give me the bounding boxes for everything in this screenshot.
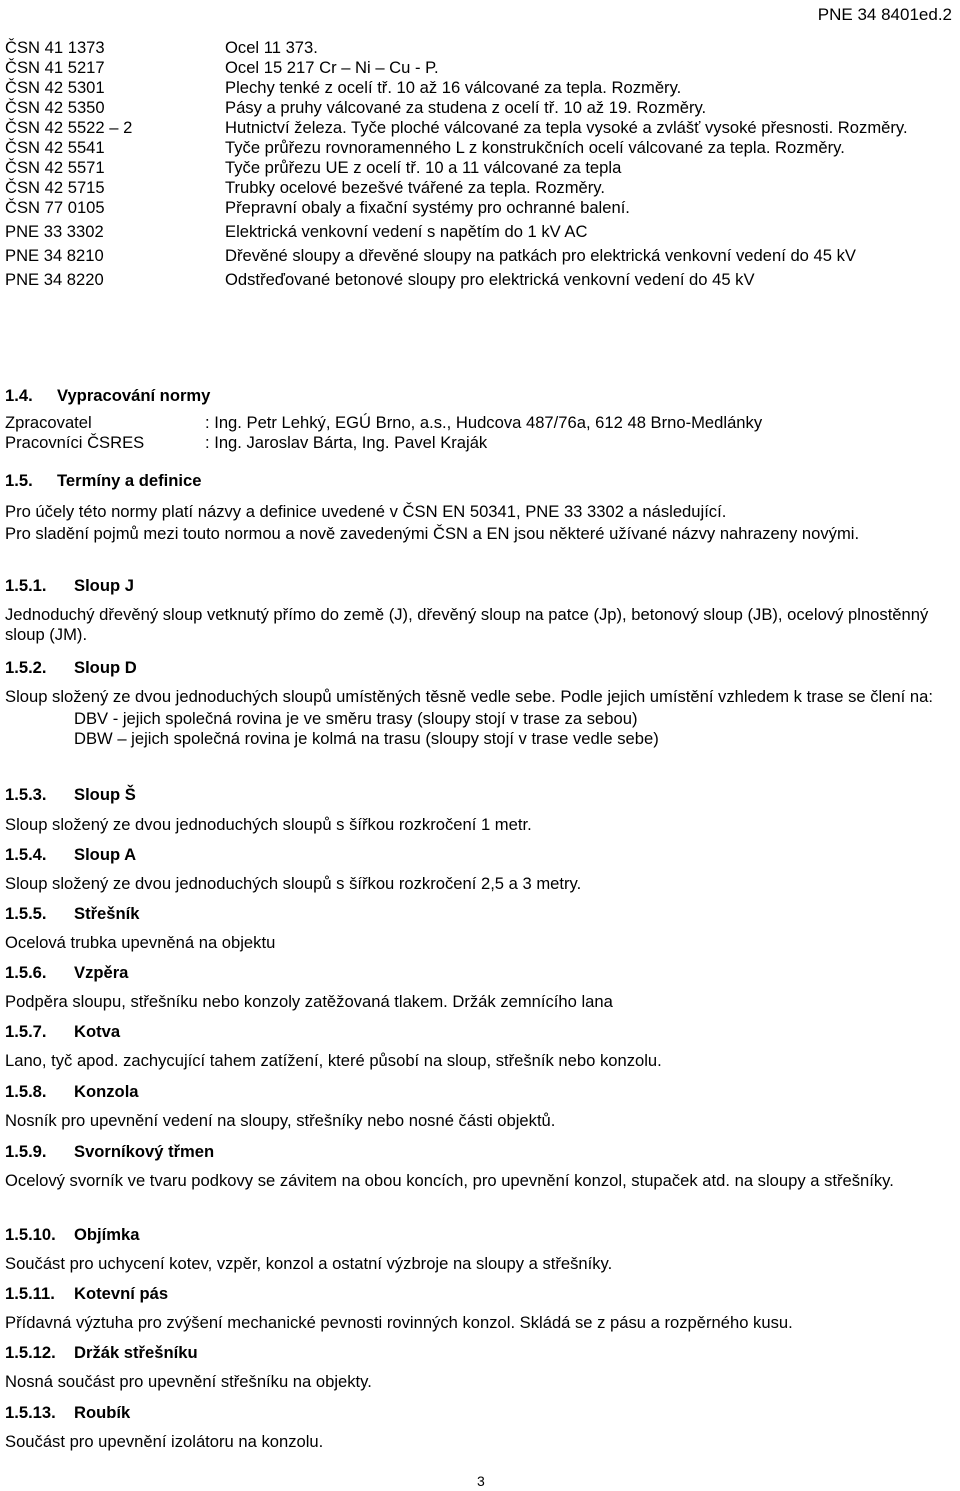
reference-description: Tyče průřezu UE z ocelí tř. 10 a 11 válcované za tepla — [225, 158, 622, 177]
section-heading — [5, 386, 955, 406]
reference-code: ČSN 42 5350 — [5, 98, 105, 117]
definition-text: Sloup složený ze dvou jednoduchých sloupů s šířkou rozkročení 1 metr. — [5, 815, 532, 834]
definition-1-5-9 — [5, 1142, 955, 1191]
meta-key: Zpracovatel — [5, 413, 92, 432]
reference-code: ČSN 42 5715 — [5, 178, 105, 197]
definition-text: Součást pro upevnění izolátoru na konzolu. — [5, 1432, 324, 1451]
reference-code: ČSN 42 5301 — [5, 78, 105, 97]
reference-row — [5, 38, 955, 58]
definition-1-5-3 — [5, 785, 955, 835]
section-1-4 — [5, 386, 955, 453]
definition-text: Podpěra sloupu, střešníku nebo konzoly zatěžovaná tlakem. Držák zemnícího lana — [5, 992, 613, 1011]
reference-code: ČSN 42 5541 — [5, 138, 105, 157]
reference-row — [5, 178, 955, 198]
definition-text: Ocelový svorník ve tvaru podkovy se závitem na obou koncích, pro upevnění konzol, stupaček atd. na sloupy a střešníky. — [5, 1171, 894, 1190]
definition-heading — [5, 658, 955, 678]
definition-title: Sloup A — [74, 845, 137, 864]
reference-code: ČSN 42 5571 — [5, 158, 105, 177]
meta-value: : Ing. Jaroslav Bárta, Ing. Pavel Kraják — [205, 433, 488, 452]
reference-description: Elektrická venkovní vedení s napětím do 1 kV AC — [225, 222, 588, 241]
definition-number: 1.5.12. — [5, 1343, 56, 1362]
definition-heading — [5, 1403, 955, 1423]
reference-description: Přepravní obaly a fixační systémy pro ochranné balení. — [225, 198, 630, 217]
definition-title: Vzpěra — [74, 963, 129, 982]
reference-list — [5, 38, 955, 290]
definition-number: 1.5.11. — [5, 1284, 55, 1303]
reference-row — [5, 270, 955, 290]
definition-1-5-11 — [5, 1284, 955, 1333]
section-title: Termíny a definice — [57, 471, 202, 490]
section-number: 1.5. — [5, 471, 33, 490]
definition-number: 1.5.10. — [5, 1225, 56, 1244]
definition-number: 1.5.1. — [5, 576, 47, 595]
reference-code: ČSN 41 1373 — [5, 38, 105, 57]
reference-row — [5, 138, 955, 158]
section-heading — [5, 471, 955, 491]
meta-key: Pracovníci ČSRES — [5, 433, 145, 452]
definition-number: 1.5.2. — [5, 658, 47, 677]
reference-row — [5, 98, 955, 118]
list-item: DBV - jejich společná rovina je ve směru trasy (sloupy stojí v trase za sebou) — [74, 709, 638, 728]
definition-1-5-6 — [5, 963, 955, 1012]
definition-heading — [5, 1022, 955, 1042]
paragraph: Pro sladění pojmů mezi touto normou a nově zavedenými ČSN a EN jsou některé užívané názvy nahrazeny novými. — [5, 524, 860, 543]
list-item: DBW – jejich společná rovina je kolmá na trasu (sloupy stojí v trase vedle sebe) — [74, 729, 659, 748]
definition-number: 1.5.8. — [5, 1082, 47, 1101]
definition-text: Jednoduchý dřevěný sloup vetknutý přímo do země (J), dřevěný sloup na patce (Jp), betonový sloup (JB), ocelový plnostěnný sloup (JM). — [5, 605, 929, 644]
definition-number: 1.5.9. — [5, 1142, 47, 1161]
definition-text: Přídavná výztuha pro zvýšení mechanické pevnosti rovinných konzol. Skládá se z pásu a rozpěrného kusu. — [5, 1313, 793, 1332]
definition-1-5-1 — [5, 576, 955, 645]
reference-code: PNE 34 8220 — [5, 270, 104, 289]
reference-row — [5, 118, 955, 138]
definition-title: Svorníkový třmen — [74, 1142, 215, 1161]
reference-description: Hutnictví železa. Tyče ploché válcované za tepla vysoké a zvlášť vysoké přesnosti. Rozměry. — [225, 118, 908, 137]
definition-text: Nosná součást pro upevnění střešníku na objekty. — [5, 1372, 372, 1391]
reference-description: Dřevěné sloupy a dřevěné sloupy na patkách pro elektrická venkovní vedení do 45 kV — [225, 246, 856, 265]
definition-1-5-2 — [5, 658, 955, 749]
reference-code: ČSN 77 0105 — [5, 198, 105, 217]
reference-row — [5, 222, 955, 242]
definition-title: Objímka — [74, 1225, 140, 1244]
meta-row-processor — [5, 413, 955, 433]
definition-title: Sloup Š — [74, 785, 136, 804]
paragraph: Pro účely této normy platí názvy a definice uvedené v ČSN EN 50341, PNE 33 3302 a následující. — [5, 502, 727, 521]
page-number: 3 — [477, 1473, 485, 1489]
definition-1-5-12 — [5, 1343, 955, 1392]
reference-row — [5, 58, 955, 78]
definition-text: Lano, tyč apod. zachycující tahem zatížení, které působí na sloup, střešník nebo konzolu. — [5, 1051, 662, 1070]
reference-code: ČSN 42 5522 – 2 — [5, 118, 133, 137]
reference-description: Trubky ocelové bezešvé tvářené za tepla. Rozměry. — [225, 178, 605, 197]
definition-number: 1.5.5. — [5, 904, 47, 923]
definition-title: Konzola — [74, 1082, 139, 1101]
definition-number: 1.5.13. — [5, 1403, 56, 1422]
definition-title: Držák střešníku — [74, 1343, 198, 1362]
definition-number: 1.5.3. — [5, 785, 47, 804]
definition-heading — [5, 1225, 955, 1245]
definition-text: Sloup složený ze dvou jednoduchých sloupů s šířkou rozkročení 2,5 a 3 metry. — [5, 874, 582, 893]
definition-heading — [5, 904, 955, 924]
reference-row — [5, 158, 955, 178]
reference-code: PNE 33 3302 — [5, 222, 104, 241]
definition-heading — [5, 1142, 955, 1162]
definition-1-5-10 — [5, 1225, 955, 1274]
reference-description: Ocel 15 217 Cr – Ni – Cu - P. — [225, 58, 439, 77]
section-number: 1.4. — [5, 386, 33, 405]
definition-title: Sloup J — [74, 576, 134, 595]
definition-heading — [5, 785, 955, 805]
definition-heading — [5, 845, 955, 865]
reference-row — [5, 198, 955, 218]
definition-1-5-8 — [5, 1082, 955, 1131]
definition-text: Nosník pro upevnění vedení na sloupy, střešníky nebo nosné části objektů. — [5, 1111, 556, 1130]
reference-description: Ocel 11 373. — [225, 38, 318, 57]
definition-text: Ocelová trubka upevněná na objektu — [5, 933, 276, 952]
definition-1-5-7 — [5, 1022, 955, 1071]
definition-1-5-4 — [5, 845, 955, 894]
reference-row — [5, 78, 955, 98]
reference-description: Odstřeďované betonové sloupy pro elektrická venkovní vedení do 45 kV — [225, 270, 755, 289]
definition-title: Roubík — [74, 1403, 131, 1422]
reference-code: PNE 34 8210 — [5, 246, 104, 265]
definition-1-5-5 — [5, 904, 955, 953]
definition-heading — [5, 963, 955, 983]
definition-title: Kotva — [74, 1022, 121, 1041]
document-id: PNE 34 8401ed.2 — [817, 5, 952, 24]
reference-row — [5, 246, 955, 266]
meta-row-workers — [5, 433, 955, 453]
definition-number: 1.5.6. — [5, 963, 47, 982]
meta-value: : Ing. Petr Lehký, EGÚ Brno, a.s., Hudcova 487/76a, 612 48 Brno-Medlánky — [205, 413, 763, 432]
definition-text: Sloup složený ze dvou jednoduchých sloupů umístěných těsně vedle sebe. Podle jejich umístění vzhledem k trase se člení na: — [5, 687, 933, 706]
definition-heading — [5, 1082, 955, 1102]
reference-description: Pásy a pruhy válcované za studena z ocelí tř. 10 až 19. Rozměry. — [225, 98, 707, 117]
section-title: Vypracování normy — [57, 386, 211, 405]
definition-heading — [5, 1343, 955, 1363]
definition-title: Sloup D — [74, 658, 137, 677]
definition-title: Střešník — [74, 904, 140, 923]
definition-heading — [5, 1284, 955, 1304]
definition-heading — [5, 576, 955, 596]
definition-1-5-13 — [5, 1403, 955, 1452]
definition-text: Součást pro uchycení kotev, vzpěr, konzol a ostatní výzbroje na sloupy a střešníky. — [5, 1254, 613, 1273]
reference-description: Plechy tenké z ocelí tř. 10 až 16 válcované za tepla. Rozměry. — [225, 78, 682, 97]
definition-number: 1.5.7. — [5, 1022, 47, 1041]
reference-description: Tyče průřezu rovnoramenného L z konstrukčních ocelí válcované za tepla. Rozměry. — [225, 138, 845, 157]
reference-code: ČSN 41 5217 — [5, 58, 105, 77]
definition-number: 1.5.4. — [5, 845, 47, 864]
section-1-5 — [5, 471, 955, 544]
definition-title: Kotevní pás — [74, 1284, 169, 1303]
